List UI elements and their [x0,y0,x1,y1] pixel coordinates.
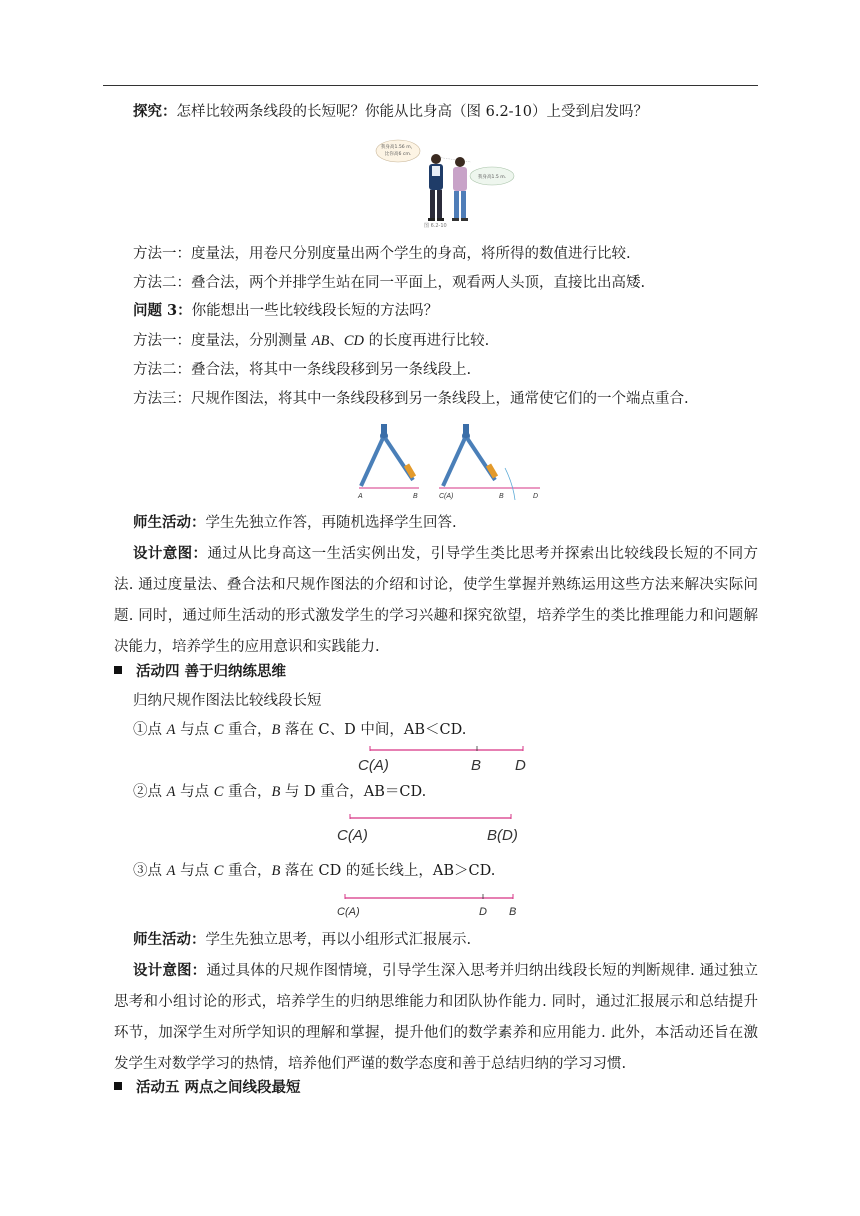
explore-line [133,101,648,123]
svg-text:B: B [413,493,418,500]
svg-text:C(A): C(A) [358,757,389,774]
question-3 [133,300,438,322]
bullet-square-icon [114,666,122,674]
svg-text:我身高1.56 m，: 我身高1.56 m， [380,145,416,150]
segment-method-2: 方法二：叠合法，将其中一条线段移到另一条线段上. [133,362,472,378]
design-intent-2: 设计意图：通过具体的尺规作图情境，引导学生深入思考并归纳出线段长短的判断规律. 通过独立思考和小组讨论的形式，培养学生的归纳思维能力和团队协作能力. 同时，通过汇报展示和总结提升环节，加深学生对所学知识的理解和掌握，提升他们的数学素养和应用能力. 此外，本活动还旨在激发学生对数学学习的热情，培养他们严谨的数学态度和善于总结归纳的学习习惯. [114,962,759,1072]
svg-text:D: D [479,906,487,918]
activity-2: 师生活动：学生先独立思考，再以小组形式汇报展示. [133,931,472,948]
svg-text:B: B [509,906,517,918]
segment-method-3: 方法三：尺规作图法，将其中一条线段移到另一条线段上，通常使它们的一个端点重合. [133,391,689,407]
case-1-text: ①点 A 与点 C 重合，B 落在 C、D 中间，AB＜CD. [133,722,467,738]
svg-text:B: B [471,757,482,774]
activity-4-subtitle: 归纳尺规作图法比较线段长短 [133,693,322,709]
height-method-2: 方法二：叠合法，两个并排学生站在同一平面上，观看两人头顶，直接比出高矮. [133,275,646,291]
svg-text:C(A): C(A) [337,827,368,844]
svg-text:比你高6 cm.: 比你高6 cm. [384,152,412,157]
height-method-1: 方法一：度量法，用卷尺分别度量出两个学生的身高，将所得的数值进行比较. [133,246,631,262]
compass-left [357,424,419,500]
compass-right [439,424,540,500]
student-tall-figure [428,154,444,221]
explore-label: 探究： [133,103,177,120]
activity-5-heading: 活动五 两点之间线段最短 [114,1077,301,1099]
svg-text:我身高1.5 m.: 我身高1.5 m. [477,175,507,180]
height-comparison-figure [376,135,516,227]
svg-text:B: B [499,493,504,500]
speech-bubble-left [376,140,420,162]
compass-figure [355,422,545,500]
bullet-square-icon [114,1082,122,1090]
svg-text:B(D): B(D) [487,827,518,844]
activity-1: 师生活动：学生先独立作答，再随机选择学生回答. [133,514,457,531]
header-rule [103,85,758,86]
case-3-text: ③点 A 与点 C 重合，B 落在 CD 的延长线上，AB＞CD. [133,863,496,879]
segment-diagram-case-3 [335,893,525,921]
svg-text:D: D [533,493,539,500]
question-3-label: 问题 3： [133,302,192,319]
segment-diagram-case-1 [355,745,535,775]
figure-caption: 图 6.2-10 [424,223,447,229]
svg-text:A: A [358,493,363,500]
activity-4-heading: 活动四 善于归纳练思维 [114,661,286,683]
segment-diagram-case-2 [335,812,525,846]
case-2-text: ②点 A 与点 C 重合，B 与 D 重合，AB＝CD. [133,784,427,800]
svg-text:C(A): C(A) [439,493,454,500]
svg-text:C(A): C(A) [337,906,360,918]
student-short-figure [452,157,468,221]
explore-text: 怎样比较两条线段的长短呢？你能从比身高（图 6.2-10）上受到启发吗？ [176,104,649,120]
speech-bubble-right [470,167,514,185]
question-3-text: 你能想出一些比较线段长短的方法吗？ [191,303,439,319]
svg-text:D: D [515,757,526,774]
design-intent-1: 设计意图：通过从比身高这一生活实例出发，引导学生类比思考并探索出比较线段长短的不同方法. 通过度量法、叠合法和尺规作图法的介绍和讨论，使学生掌握并熟练运用这些方法来解决实际问题. 同时，通过师生活动的形式激发学生的学习兴趣和探究欲望，培养学生的类比推理能力和问题解决能力，培养学生的应用意识和实践能力. [114,545,758,655]
segment-method-1: 方法一：度量法，分别测量 AB、CD 的长度再进行比较. [133,333,490,349]
